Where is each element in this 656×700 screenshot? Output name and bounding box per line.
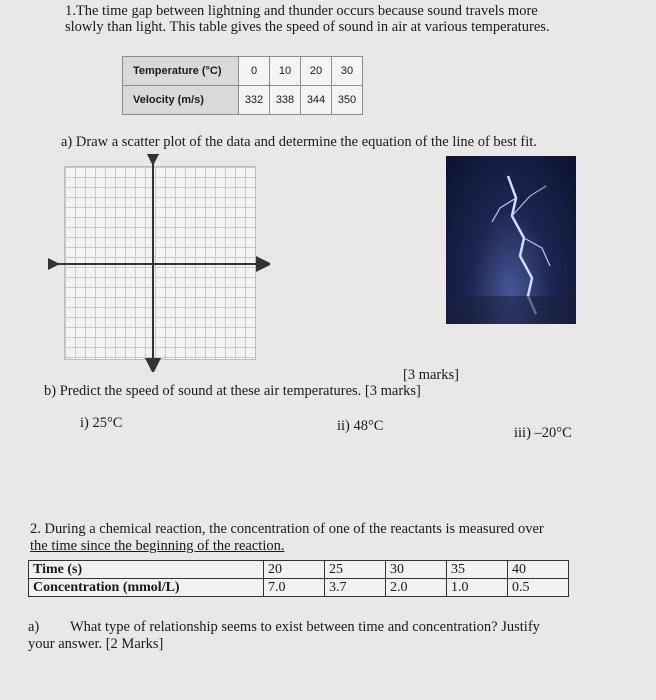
- table-cell: 25: [325, 561, 386, 579]
- q2-text-line2: the time since the beginning of the reaction.: [30, 538, 285, 554]
- table-cell: 30: [386, 561, 447, 579]
- graph-axes: [48, 154, 270, 372]
- q1-sub-i: i) 25°C: [80, 415, 123, 431]
- q1-text-line1: 1.The time gap between lightning and thunder occurs because sound travels more: [65, 3, 538, 19]
- table-cell: 0: [239, 57, 270, 86]
- lightning-bolt-image: [446, 156, 576, 324]
- q2-part-a-line2: your answer. [2 Marks]: [28, 636, 164, 652]
- table-row: [123, 86, 363, 115]
- table-cell: 0.5: [508, 579, 569, 597]
- table-cell: 2.0: [386, 579, 447, 597]
- table-cell: 20: [264, 561, 325, 579]
- table-cell: 332: [239, 86, 270, 115]
- lightning-photo: [446, 156, 576, 324]
- q1-part-a: a) Draw a scatter plot of the data and determine the equation of the line of best fit.: [61, 134, 537, 150]
- q1-part-b: b) Predict the speed of sound at these air temperatures. [3 marks]: [44, 383, 421, 399]
- q2-part-a-line1: What type of relationship seems to exist between time and concentration? Justify: [70, 619, 540, 635]
- concentration-table: [28, 560, 569, 597]
- table-row: [123, 57, 363, 86]
- velocity-header: Velocity (m/s): [123, 86, 239, 115]
- table-cell: 350: [332, 86, 363, 115]
- table-cell: 344: [301, 86, 332, 115]
- q1-text-line2: slowly than light. This table gives the speed of sound in air at various temperatures.: [65, 19, 550, 35]
- table-row: [29, 561, 569, 579]
- table-cell: 3.7: [325, 579, 386, 597]
- table-cell: 1.0: [447, 579, 508, 597]
- q1-sub-ii: ii) 48°C: [337, 418, 384, 434]
- table-cell: 40: [508, 561, 569, 579]
- temperature-header: Temperature (°C): [123, 57, 239, 86]
- table-cell: 10: [270, 57, 301, 86]
- table-cell: 30: [332, 57, 363, 86]
- q2-text-line1: 2. During a chemical reaction, the concentration of one of the reactants is measured over: [30, 521, 544, 537]
- table-cell: 7.0: [264, 579, 325, 597]
- speed-of-sound-table: [122, 56, 363, 115]
- q1-marks-a: [3 marks]: [403, 367, 459, 383]
- table-cell: 20: [301, 57, 332, 86]
- concentration-header: Concentration (mmol/L): [29, 579, 264, 597]
- q1-sub-iii: iii) –20°C: [514, 425, 572, 441]
- time-header: Time (s): [29, 561, 264, 579]
- table-cell: 338: [270, 86, 301, 115]
- q2-part-a-label: a): [28, 619, 40, 635]
- table-row: [29, 579, 569, 597]
- table-cell: 35: [447, 561, 508, 579]
